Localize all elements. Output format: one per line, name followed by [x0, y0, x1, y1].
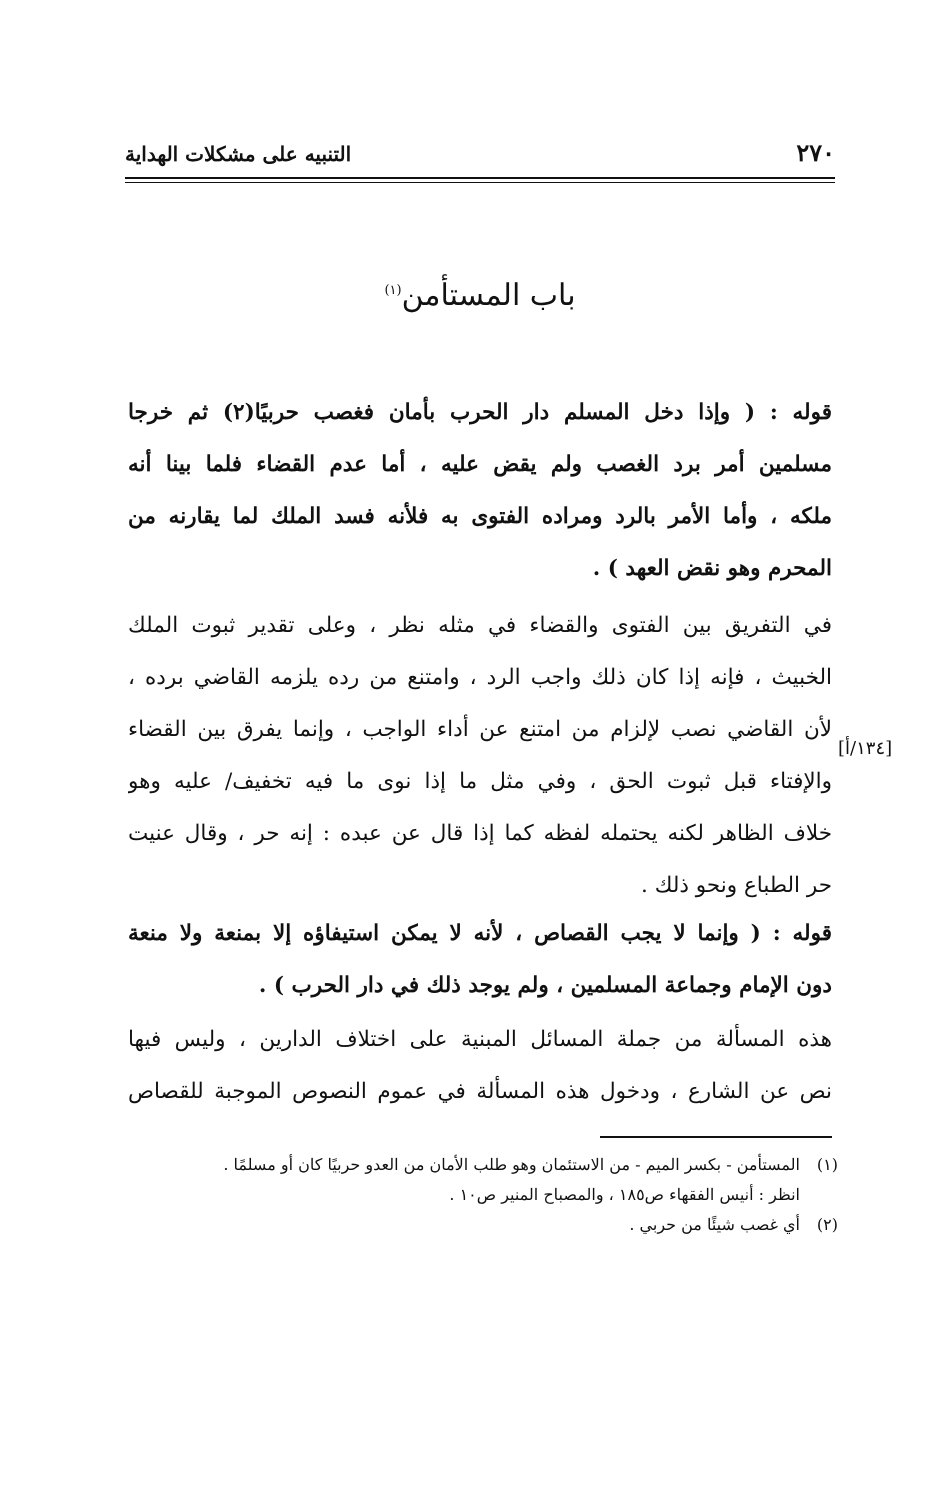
text-line: دون الإمام وجماعة المسلمين ، ولم يوجد ذلك في دار الحرب ) . [258, 973, 832, 998]
footnote-rule [600, 1136, 832, 1138]
running-header [125, 138, 835, 174]
text-line: ملكه ، وأما الأمر بالرد ومراده الفتوى به فلأنه فسد الملك لما يقارنه من [128, 504, 832, 529]
page-number: ٢٧٠ [796, 138, 835, 167]
text-line: المحرم وهو نقض العهد ) . [592, 556, 832, 581]
book-title: التنبيه على مشكلات الهداية [125, 142, 352, 166]
text-line: هذه المسألة من جملة المسائل المبنية على اختلاف الدارين ، وليس فيها [128, 1027, 832, 1052]
text-line: مسلمين أمر برد الغصب ولم يقض عليه ، أما عدم القضاء فلما بينا أنه [128, 452, 832, 477]
paragraph-commentary-2 [128, 1014, 832, 1118]
footnote-1-continued: انظر : أنيس الفقهاء ص١٨٥ ، والمصباح المنير ص١٠ . [449, 1185, 800, 1204]
paragraph-commentary-1 [128, 600, 832, 912]
paragraph-quote-2 [128, 908, 832, 1012]
text-line: الخبيث ، فإنه إذا كان ذلك واجب الرد ، وامتنع من رده يلزمه القاضي برده ، [128, 665, 832, 690]
text-line: والإفتاء قبل ثبوت الحق ، وفي مثل ما إذا نوى ما فيه تخفيف/ عليه وهو [128, 769, 832, 794]
text-line: خلاف الظاهر لكنه يحتمله لفظه كما إذا قال عن عبده : إنه حر ، وقال عنيت [128, 821, 832, 846]
footnote-text: المستأمن - بكسر الميم - من الاستئمان وهو طلب الأمان من العدو حربيًا كان أو مسلمًا . [223, 1155, 800, 1174]
text-line: لأن القاضي نصب لإلزام من امتنع عن أداء الواجب ، وإنما يفرق بين القضاء [128, 717, 832, 742]
text-line: في التفريق بين الفتوى والقضاء في مثله نظر ، وعلى تقدير ثبوت الملك [128, 613, 832, 638]
footnote-text: أي غصب شيئًا من حربي . [629, 1215, 800, 1234]
chapter-title-text: باب المستأمن [401, 278, 576, 313]
text-line: نص عن الشارع ، ودخول هذه المسألة في عموم النصوص الموجبة للقصاص [128, 1079, 832, 1104]
header-rule-thin [125, 182, 835, 183]
footnote-number: (٢) [816, 1215, 838, 1234]
text-line: قوله : ( وإنما لا يجب القصاص ، لأنه لا يمكن استيفاؤه إلا بمنعة ولا منعة [128, 921, 832, 946]
footnote-ref: (١) [384, 283, 402, 298]
text-line: قوله : ( وإذا دخل المسلم دار الحرب بأمان فغصب حربيًا(٢) ثم خرجا [128, 400, 832, 425]
chapter-title [125, 278, 835, 313]
footnote-1 [128, 1150, 838, 1180]
footnote-2 [128, 1210, 838, 1240]
paragraph-quote-1 [128, 387, 832, 595]
manuscript-folio-ref: [١٣٤/أ] [838, 738, 893, 759]
footnote-number: (١) [816, 1155, 838, 1174]
text-line: حر الطباع ونحو ذلك . [641, 873, 832, 898]
footnotes [128, 1150, 838, 1240]
header-rule [125, 177, 835, 179]
